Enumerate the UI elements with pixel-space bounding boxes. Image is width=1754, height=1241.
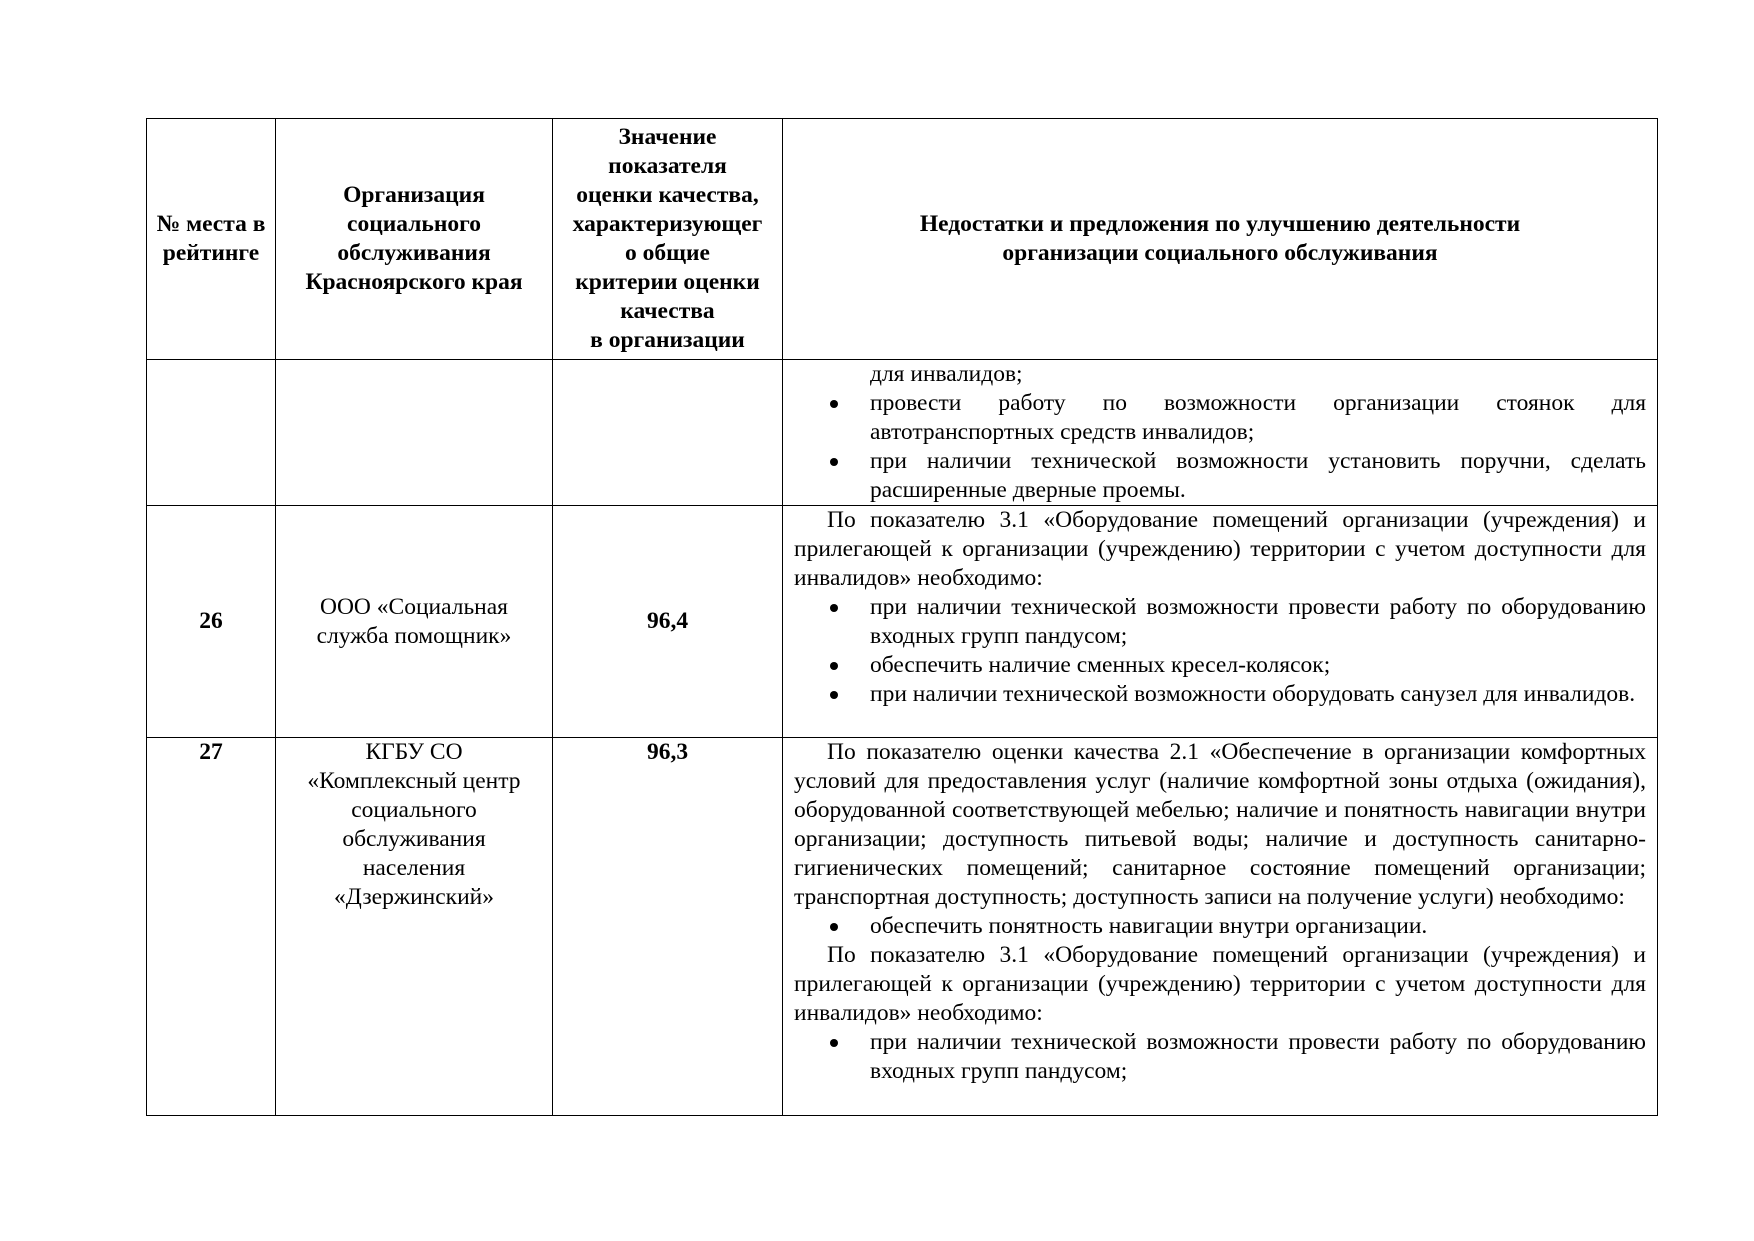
list-item: при наличии технической возможности оборудовать санузел для инвалидов. <box>794 680 1646 709</box>
recommendation-list <box>794 593 1646 709</box>
recommendation-list <box>794 912 1646 941</box>
organization-line: КГБУ СО <box>365 739 463 765</box>
list-item: при наличии технической возможности установить поручни, сделать расширенные дверные проемы. <box>794 447 1646 505</box>
organization-line: «Дзержинский» <box>334 884 494 910</box>
organization-line: обслуживания <box>342 826 486 852</box>
table-row <box>147 506 1658 738</box>
header-value-line: характеризующег <box>572 211 763 237</box>
place-cell <box>147 360 276 506</box>
recommendation-list <box>794 1028 1646 1086</box>
shortcomings-cell <box>783 506 1658 738</box>
header-value <box>553 119 783 360</box>
header-shortcomings-line: организации социального обслуживания <box>1002 240 1438 266</box>
paragraph: По показателю 3.1 «Оборудование помещений организации (учреждения) и прилегающей к организации (учреждению) территории с учетом доступности для инвалидов» необходимо: <box>794 507 1646 591</box>
place-cell: 26 <box>147 506 276 738</box>
header-value-line: в организации <box>590 327 745 353</box>
list-item: обеспечить понятность навигации внутри организации. <box>794 912 1646 941</box>
organization-line: населения <box>362 855 466 881</box>
rating-table <box>146 118 1658 1116</box>
paragraph: По показателю оценки качества 2.1 «Обеспечение в организации комфортных условий для предоставления услуг (наличие комфортной зоны отдыха (ожидания), оборудованной соответствующей мебелью; наличие и понятность навигации внутри организации; доступность питьевой воды; наличие и доступность санитарно-гигиенических помещений; санитарное состояние помещений организации; транспортная доступность; доступность записи на получение услуги) необходимо: <box>794 739 1646 910</box>
header-value-line: оценки качества, <box>576 182 759 208</box>
list-item: провести работу по возможности организации стоянок для автотранспортных средств инвалидов; <box>794 389 1646 447</box>
organization-line: социального <box>351 797 477 823</box>
header-value-line: Значение <box>618 124 717 150</box>
table-row <box>147 738 1658 1116</box>
header-shortcomings <box>783 119 1658 360</box>
header-place: № места в рейтинге <box>147 119 276 360</box>
continuation-text: для инвалидов; <box>870 361 1023 387</box>
organization-cell <box>276 738 553 1116</box>
shortcomings-cell <box>783 360 1658 506</box>
header-value-line: качества <box>620 298 715 324</box>
list-item: при наличии технической возможности провести работу по оборудованию входных групп пандусом; <box>794 1028 1646 1086</box>
value-cell: 96,3 <box>553 738 783 1116</box>
list-item: при наличии технической возможности провести работу по оборудованию входных групп пандусом; <box>794 593 1646 651</box>
header-value-line: критерии оценки <box>575 269 760 295</box>
value-cell <box>553 360 783 506</box>
organization-cell: ООО «Социальная служба помощник» <box>276 506 553 738</box>
table-row <box>147 360 1658 506</box>
table-header-row <box>147 119 1658 360</box>
list-item: обеспечить наличие сменных кресел-колясок; <box>794 651 1646 680</box>
header-value-line: о общие <box>625 240 710 266</box>
organization-line: «Комплексный центр <box>307 768 521 794</box>
header-value-line: показателя <box>608 153 727 179</box>
recommendation-list <box>794 389 1646 505</box>
paragraph: По показателю 3.1 «Оборудование помещений организации (учреждения) и прилегающей к организации (учреждению) территории с учетом доступности для инвалидов» необходимо: <box>794 942 1646 1026</box>
header-organization: Организация социального обслуживания Красноярского края <box>276 119 553 360</box>
place-cell: 27 <box>147 738 276 1116</box>
shortcomings-cell <box>783 738 1658 1116</box>
header-shortcomings-line: Недостатки и предложения по улучшению деятельности <box>919 211 1521 237</box>
value-cell: 96,4 <box>553 506 783 738</box>
organization-cell <box>276 360 553 506</box>
